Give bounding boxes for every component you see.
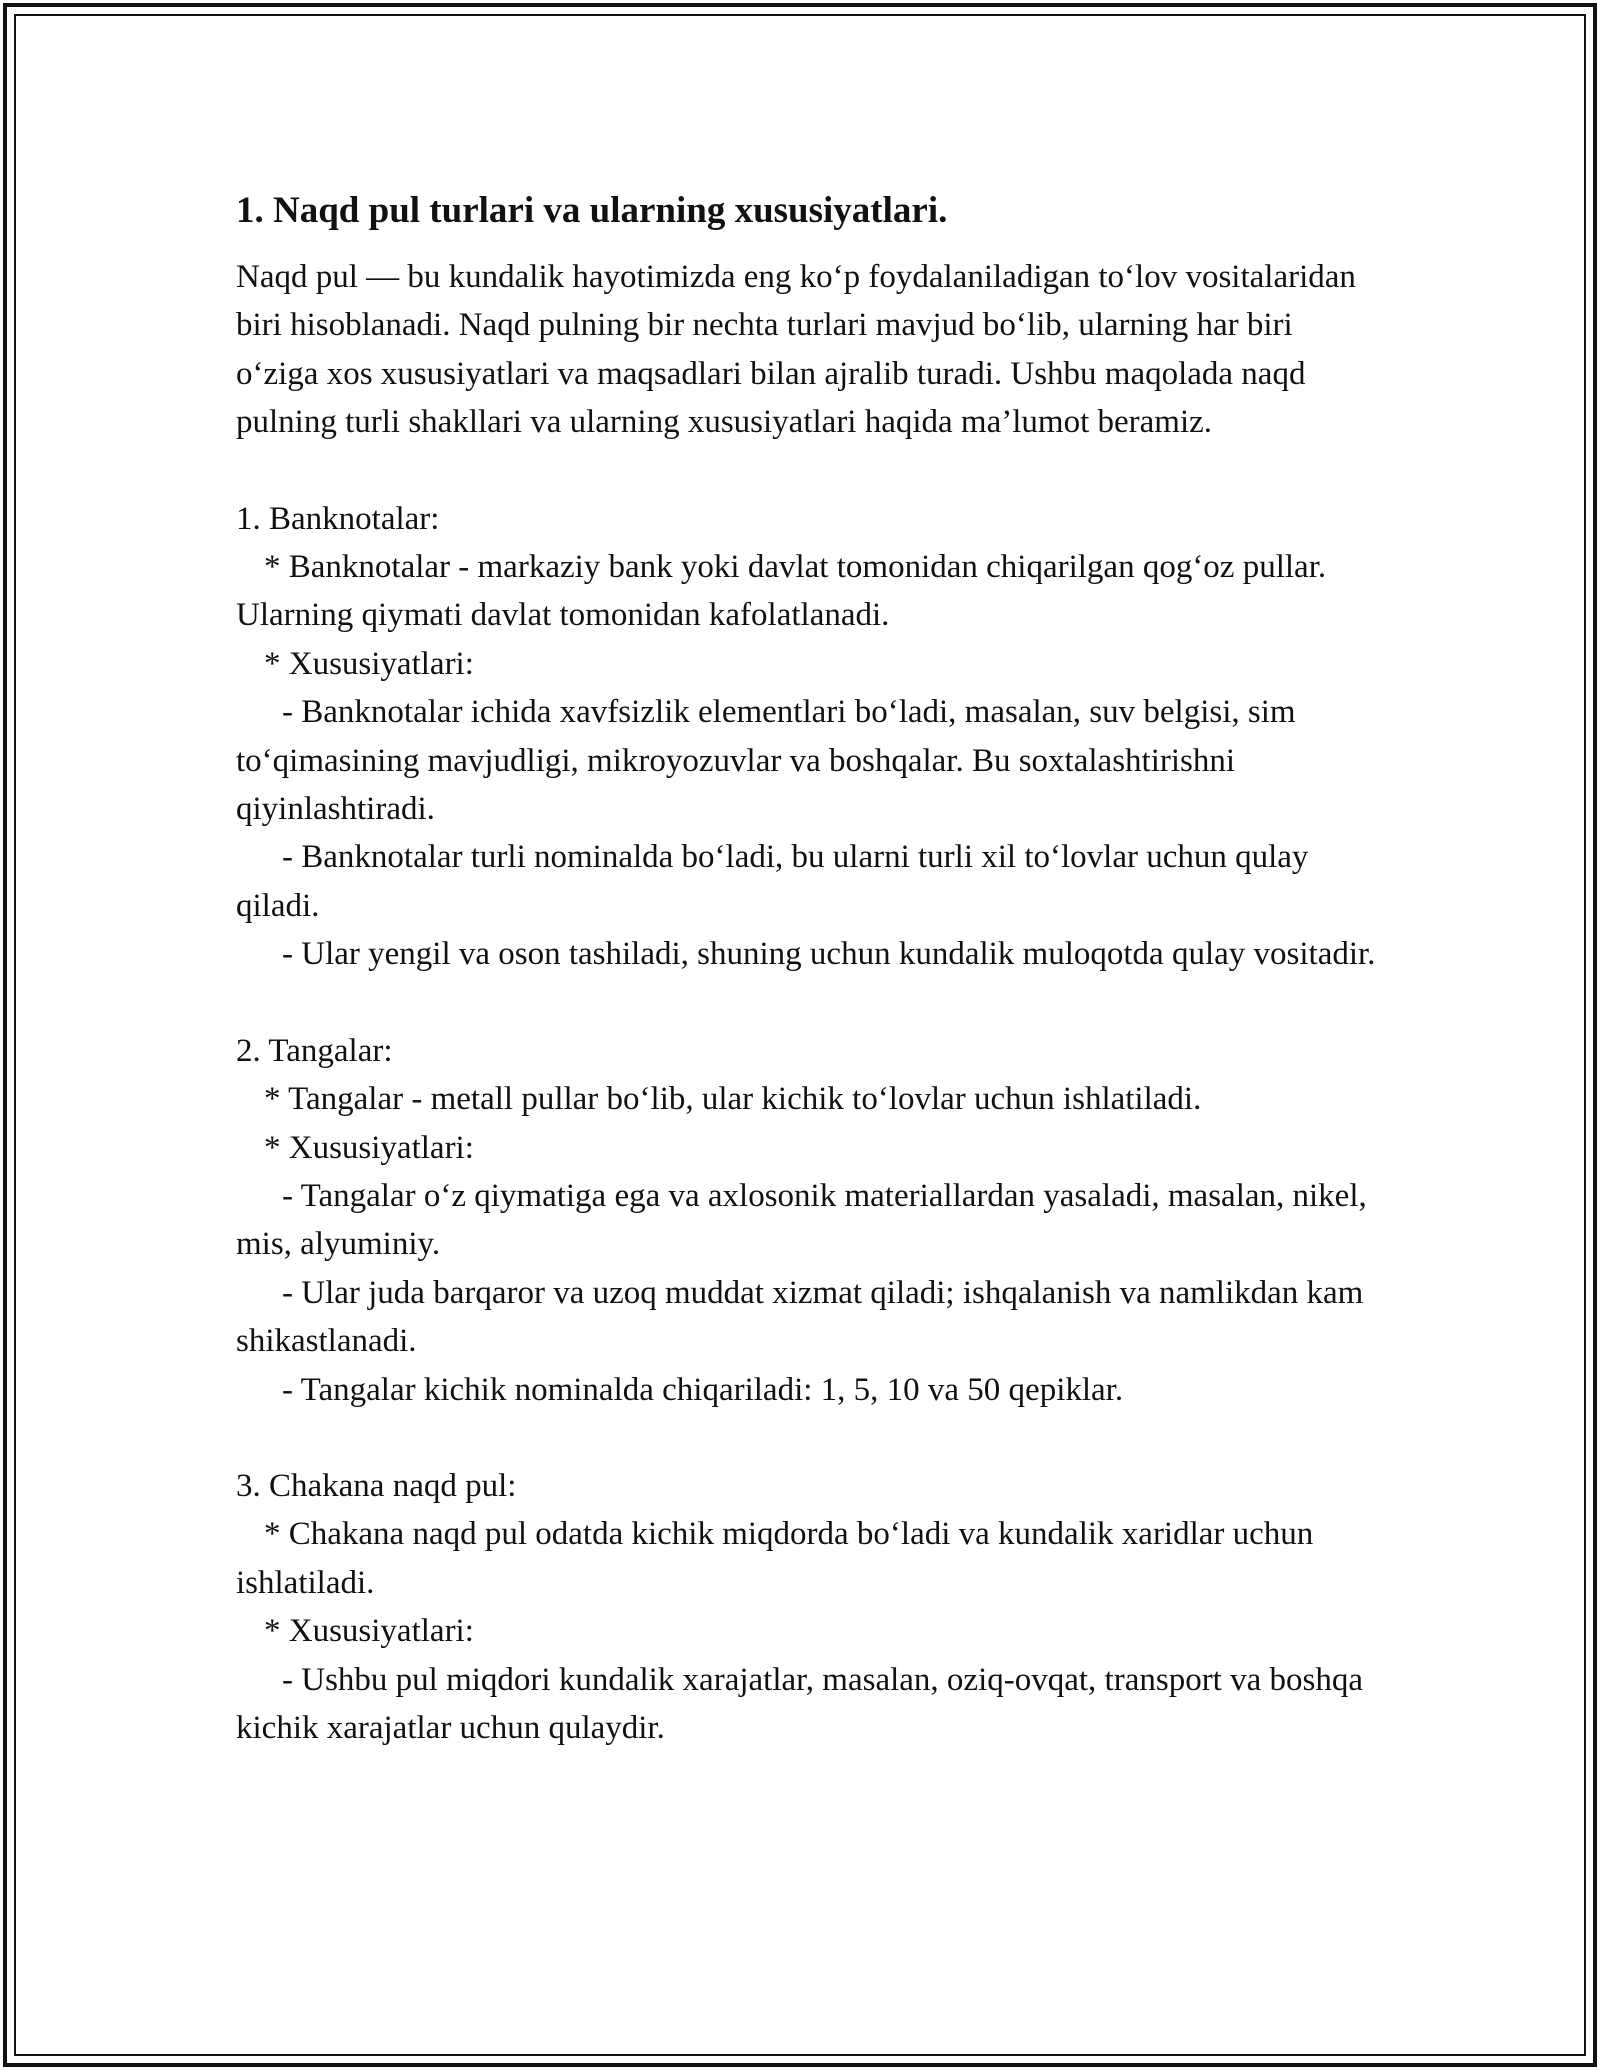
section-title: 3. Chakana naqd pul:	[236, 1467, 517, 1504]
section-title: 2. Tangalar:	[236, 1032, 393, 1069]
section-coins	[236, 1027, 1376, 1414]
section-definition: * Banknotalar - markaziy bank yoki davlat tomonidan chiqarilgan qog‘oz pullar. Ularning qiymati davlat tomonidan kafolatlanadi.	[236, 549, 1335, 634]
features-label: * Xususiyatlari:	[264, 1613, 474, 1650]
feature-item: - Banknotalar turli nominalda bo‘ladi, bu ularni turli xil to‘lovlar uchun qulay qiladi.	[236, 839, 1317, 924]
intro-paragraph: Naqd pul — bu kundalik hayotimizda eng ko‘p foydalaniladigan to‘lov vositalaridan biri hisoblanadi. Naqd pulning bir nechta turlari mavjud bo‘lib, ularning har biri o‘ziga xos xususiyatlari va maqsadlari bilan ajralib turadi. Ushbu maqolada naqd pulning turli shakllari va ularning xususiyatlari haqida ma’lumot beramiz.	[236, 259, 1356, 441]
features-label: * Xususiyatlari:	[264, 1129, 474, 1166]
section-banknotes	[236, 495, 1376, 979]
feature-item: - Ular juda barqaror va uzoq muddat xizmat qiladi; ishqalanish va namlikdan kam shikastlanadi.	[236, 1274, 1372, 1360]
feature-item: - Tangalar o‘z qiymatiga ega va axlosonik materiallardan yasaladi, masalan, nikel, mis, alyuminiy.	[236, 1177, 1375, 1263]
feature-item: - Ushbu pul miqdori kundalik xarajatlar, masalan, oziq-ovqat, transport va boshqa kichik xarajatlar uchun qulaydir.	[236, 1661, 1372, 1746]
feature-item: - Tangalar kichik nominalda chiqariladi: 1, 5, 10 va 50 qepiklar.	[282, 1371, 1124, 1408]
section-retail-cash	[236, 1462, 1376, 1752]
section-definition: * Chakana naqd pul odatda kichik miqdorda bo‘ladi va kundalik xaridlar uchun ishlatiladi.	[236, 1516, 1322, 1601]
features-label: * Xususiyatlari:	[264, 645, 474, 682]
section-definition: * Tangalar - metall pullar bo‘lib, ular kichik to‘lovlar uchun ishlatiladi.	[264, 1081, 1202, 1118]
document-heading: 1. Naqd pul turlari va ularning xususiyatlari.	[236, 190, 948, 231]
section-title: 1. Banknotalar:	[236, 500, 440, 537]
document-body	[236, 186, 1376, 1752]
feature-item: - Ular yengil va oson tashiladi, shuning uchun kundalik muloqotda qulay vositadir.	[282, 936, 1376, 973]
feature-item: - Banknotalar ichida xavfsizlik elementlari bo‘ladi, masalan, suv belgisi, sim to‘qimasining mavjudligi, mikroyozuvlar va boshqalar. Bu soxtalashtirishni qiyinlashtiradi.	[236, 694, 1304, 828]
